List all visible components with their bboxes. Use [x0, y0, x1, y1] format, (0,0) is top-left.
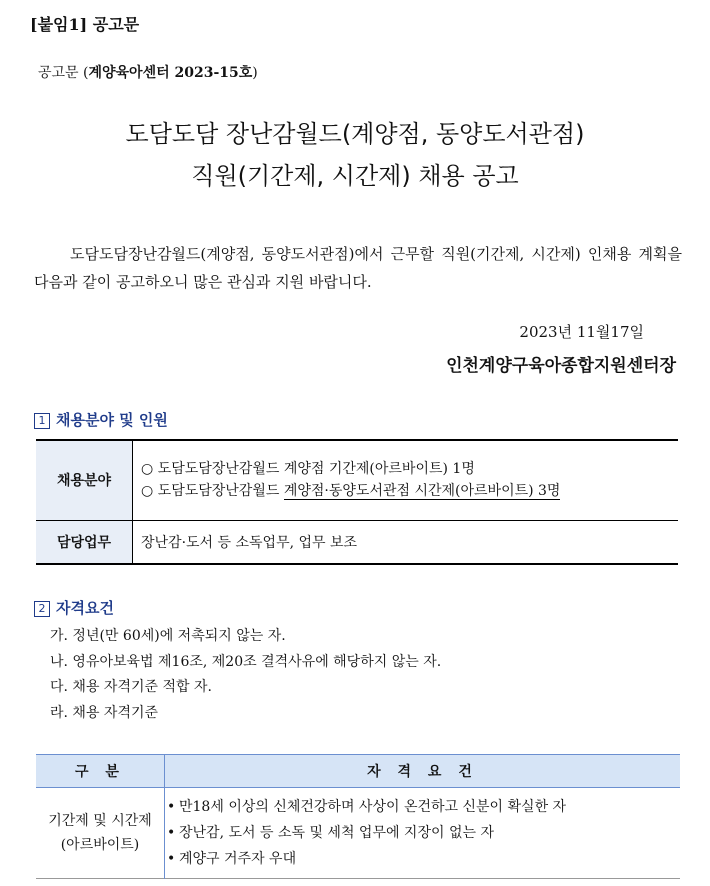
- section-title: 채용분야 및 인원: [56, 411, 168, 429]
- notice-number-prefix: 공고문 (: [38, 65, 89, 81]
- table-header-row: [36, 755, 680, 788]
- category-cell: [36, 788, 165, 879]
- header-category: 구 분: [36, 755, 165, 788]
- category-line-2: (아르바이트): [60, 837, 140, 853]
- notice-number: [38, 62, 258, 82]
- title-line-1: 도담도담 장난감월드(계양점, 동양도서관점): [125, 120, 585, 148]
- list-item: 나. 영유아보육법 제16조, 제20조 결격사유에 해당하지 않는 자.: [50, 653, 442, 670]
- list-item: 다. 채용 자격기준 적합 자.: [50, 679, 212, 695]
- positions-table: [36, 439, 678, 565]
- list-item: [167, 820, 680, 846]
- field-line-2: [141, 480, 670, 502]
- duty-label: 담당업무: [36, 520, 133, 564]
- requirements-table: [36, 754, 680, 879]
- notice-number-suffix: ): [252, 65, 258, 81]
- field-value: [133, 440, 679, 520]
- requirement-text: 만18세 이상의 신체건강하며 사상이 온건하고 신분이 확실한 자: [179, 799, 567, 815]
- requirements-cell: [165, 788, 681, 879]
- table-row: [36, 520, 678, 564]
- field-line-2-underlined: 계양점·동양도서관점 시간제(아르바이트) 3명: [283, 483, 561, 500]
- list-item: 가. 정년(만 60세)에 저촉되지 않는 자.: [50, 628, 286, 644]
- notice-date: 2023년 11월17일: [519, 323, 644, 341]
- header-requirements: 자 격 요 건: [165, 755, 681, 788]
- duty-value: 장난감·도서 등 소독업무, 업무 보조: [141, 534, 358, 551]
- title-line-2: 직원(기간제, 시간제) 채용 공고: [191, 162, 519, 190]
- field-line-2-prefix: ○ 도담도담장난감월드: [141, 483, 284, 500]
- list-item: [167, 846, 680, 872]
- signer-name: 인천계양구육아종합지원센터장: [446, 356, 676, 376]
- section-heading-positions: [34, 409, 168, 430]
- list-item: [167, 794, 680, 820]
- list-item: 라. 채용 자격기준: [50, 704, 159, 721]
- bullet-icon: •: [167, 799, 176, 815]
- section-number-box: 2: [34, 601, 50, 617]
- bullet-icon: •: [167, 825, 176, 841]
- attachment-label: [붙임1] 공고문: [30, 15, 140, 34]
- notice-number-value: 계양육아센터 2023-15호: [88, 65, 253, 81]
- section-number-box: 1: [34, 413, 50, 429]
- table-row: [36, 788, 680, 879]
- intro-paragraph-text: 도담도담장난감월드(계양점, 동양도서관점)에서 근무할 직원(기간제, 시간제) 인채용 계획을 다음과 같이 공고하오니 많은 관심과 지원 바랍니다.: [34, 245, 682, 291]
- bullet-icon: •: [167, 851, 176, 867]
- section-title: 자격요건: [56, 599, 114, 617]
- section-heading-qualifications: [34, 597, 114, 618]
- requirement-text: 장난감, 도서 등 소독 및 세척 업무에 지장이 없는 자: [179, 825, 494, 841]
- intro-paragraph: [34, 240, 682, 296]
- qualification-list: [50, 624, 441, 726]
- table-row: [36, 440, 678, 520]
- category-line-1: 기간제 및 시간제: [48, 813, 152, 829]
- field-label: 채용분야: [36, 440, 133, 520]
- field-line-1: ○ 도담도담장난감월드 계양점 기간제(아르바이트) 1명: [141, 461, 475, 478]
- requirement-text: 계양구 거주자 우대: [179, 851, 297, 867]
